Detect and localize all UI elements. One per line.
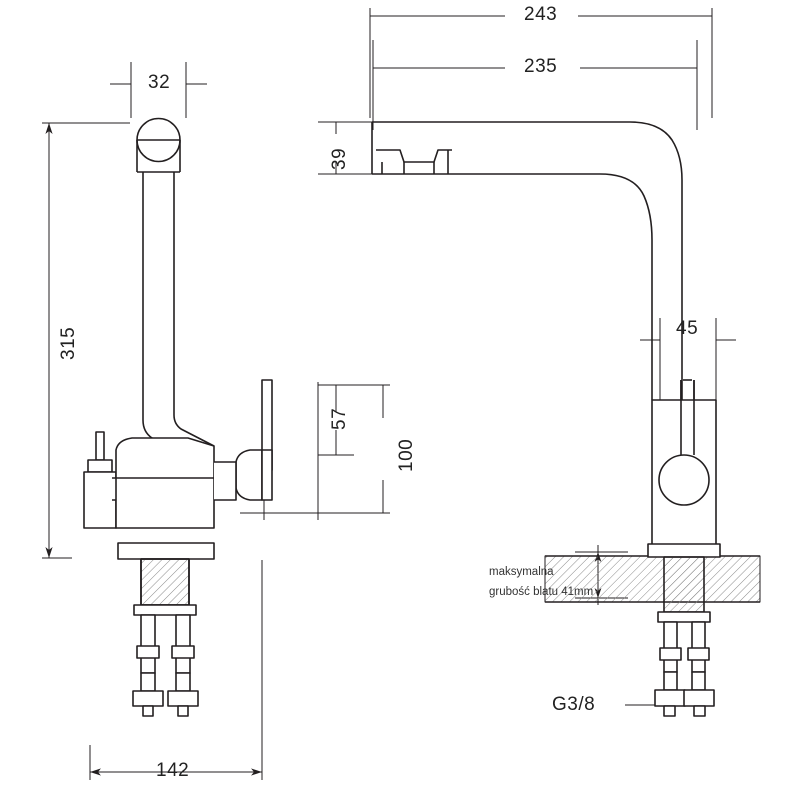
dimension-label-body-width: 45 bbox=[676, 318, 699, 339]
dimension-label-spout-top-width: 32 bbox=[148, 72, 171, 93]
dimension-label-base-width: 142 bbox=[156, 760, 190, 781]
note-counter-thickness-line2: grubość blatu 41mm bbox=[489, 586, 594, 598]
side-view-faucet bbox=[84, 119, 272, 717]
front-view-faucet bbox=[372, 122, 760, 716]
dimension-label-reach-total: 243 bbox=[524, 4, 558, 25]
dimension-label-reach-inner: 235 bbox=[524, 56, 558, 77]
dimension-label-handle-offset: 57 bbox=[329, 407, 350, 430]
dimension-label-handle-height: 100 bbox=[396, 438, 417, 472]
dimension-label-total-height: 315 bbox=[58, 326, 79, 360]
note-counter-thickness-line1: maksymalna bbox=[489, 566, 554, 578]
dimension-label-aerator-height: 39 bbox=[329, 147, 350, 170]
label-thread-size: G3/8 bbox=[552, 694, 596, 715]
